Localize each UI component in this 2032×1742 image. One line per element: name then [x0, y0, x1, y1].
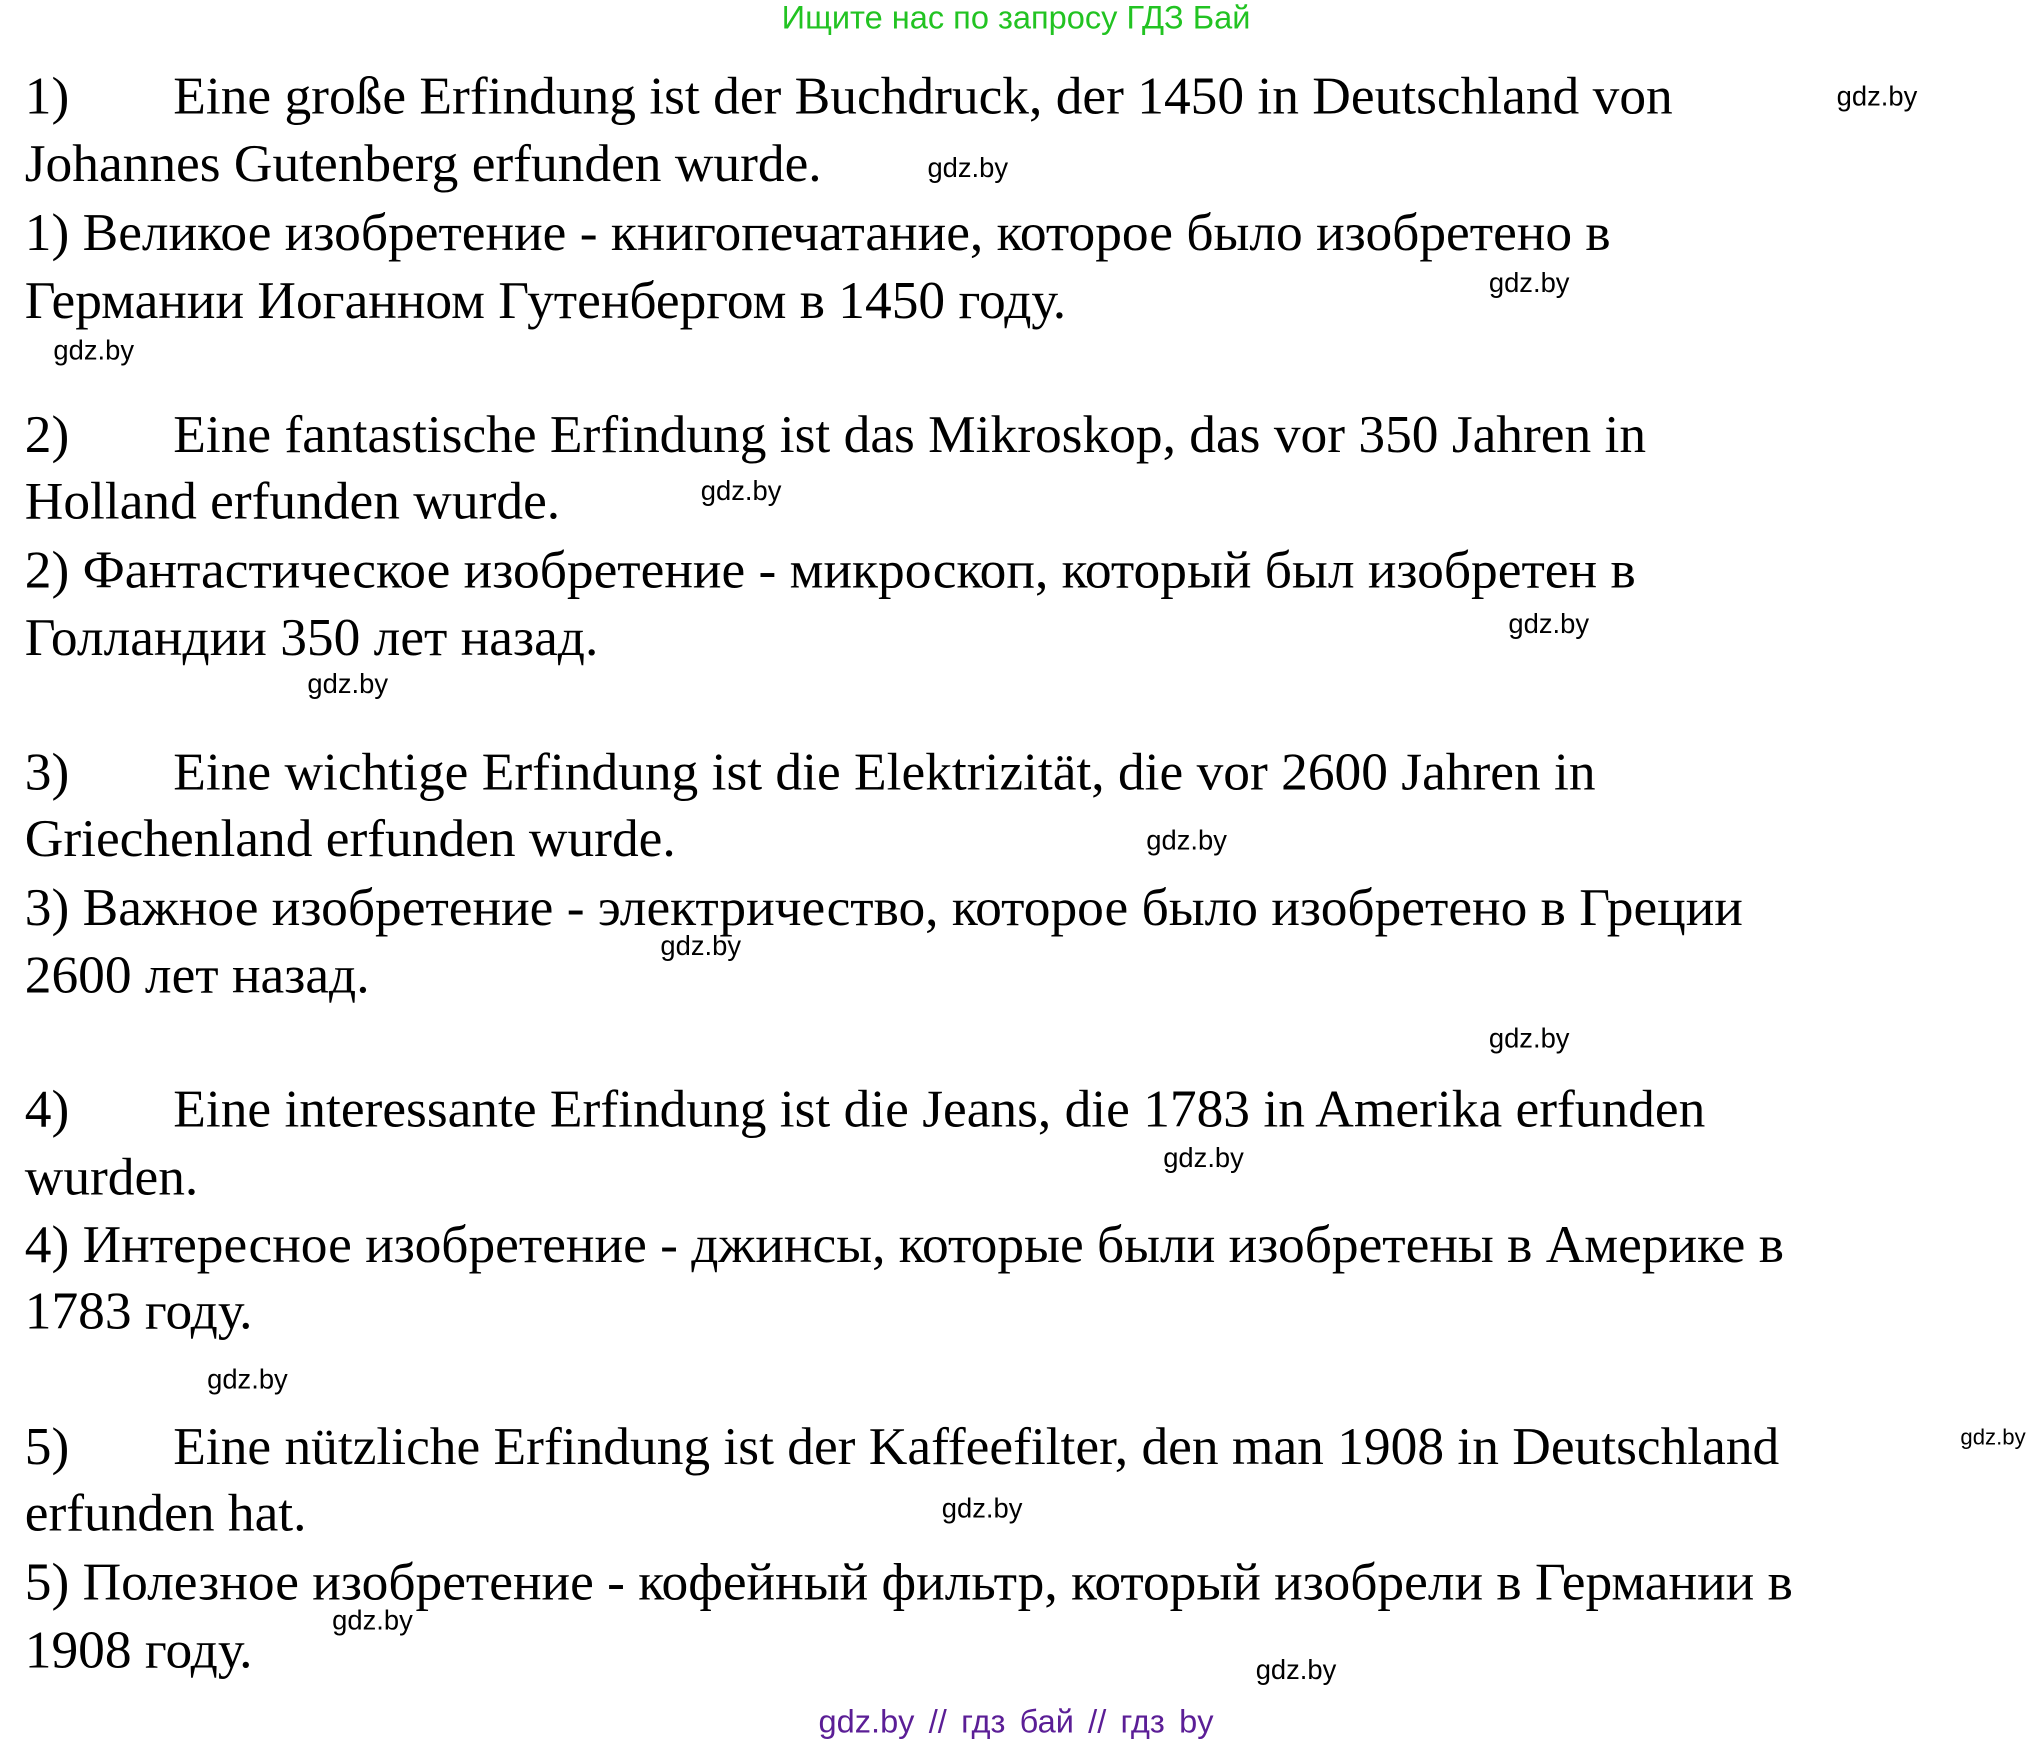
item-number: 5) — [24, 1415, 70, 1476]
item-4-german-line-1 — [25, 1075, 1706, 1143]
item-3-russian-line-2: 2600 лет назад. — [24, 944, 370, 1005]
watermark: gdz.by — [1255, 1655, 1337, 1686]
item-5-german-line-1 — [25, 1412, 1779, 1480]
item-3-german-line-1 — [25, 737, 1596, 805]
item-2-german-line-1 — [25, 400, 1646, 468]
watermark: gdz.by — [660, 931, 742, 962]
search-hint-header: Ищите нас по запросу ГДЗ Бай — [781, 0, 1251, 37]
item-number: 3) — [24, 741, 70, 802]
watermark: gdz.by — [53, 336, 135, 367]
watermark: gdz.by — [1508, 609, 1590, 640]
watermark: gdz.by — [332, 1606, 413, 1637]
german-text: Eine große Erfindung ist der Buchdruck, der 1450 in Deutschland von — [173, 65, 1673, 126]
item-5-russian-line-1: 5) Полезное изобретение - кофейный фильтр, который изобрели в Германии в — [24, 1551, 1793, 1612]
item-1-russian-line-2: Германии Иоганном Гутенбергом в 1450 году. — [24, 269, 1067, 330]
item-1-german-line-1 — [25, 61, 1673, 129]
watermark: gdz.by — [1836, 82, 1918, 113]
item-5-russian-line-2: 1908 году. — [24, 1619, 253, 1680]
item-2-german-line-2: Holland erfunden wurde. — [24, 470, 561, 531]
watermark: gdz.by — [1163, 1143, 1244, 1174]
german-text: Eine interessante Erfindung ist die Jeans, die 1783 in Amerika erfunden — [173, 1078, 1706, 1139]
item-4-russian-line-2: 1783 году. — [24, 1280, 253, 1341]
item-2-russian-line-1: 2) Фантастическое изобретение - микроскоп, который был изобретен в — [24, 539, 1636, 600]
item-number: 4) — [24, 1078, 70, 1139]
item-4-german-line-2: wurden. — [24, 1146, 199, 1207]
item-5-german-line-2: erfunden hat. — [24, 1482, 307, 1543]
watermark: gdz.by — [1488, 268, 1570, 299]
german-text: Eine nützliche Erfindung ist der Kaffeefilter, den man 1908 in Deutschland — [173, 1415, 1780, 1476]
item-4-russian-line-1: 4) Интересное изобретение - джинсы, которые были изобретены в Америке в — [24, 1214, 1784, 1274]
watermark: gdz.by — [207, 1365, 288, 1396]
item-3-german-line-2: Griechenland erfunden wurde. — [24, 807, 676, 868]
watermark: gdz.by — [700, 476, 782, 507]
german-text: Eine fantastische Erfindung ist das Mikroskop, das vor 350 Jahren in — [173, 403, 1647, 464]
watermark: gdz.by — [927, 153, 1009, 184]
item-3-russian-line-1: 3) Важное изобретение - электричество, которое было изобретено в Греции — [24, 876, 1743, 937]
item-1-russian-line-1: 1) Великое изобретение - книгопечатание, которое было изобретено в — [24, 201, 1611, 262]
site-footer: gdz.by // гдз бай // гдз by — [818, 1703, 1214, 1741]
watermark: gdz.by — [1960, 1425, 2026, 1450]
german-text: Eine wichtige Erfindung ist die Elektrizität, die vor 2600 Jahren in — [173, 741, 1596, 802]
item-1-german-line-2: Johannes Gutenberg erfunden wurde. — [24, 132, 822, 193]
item-number: 2) — [24, 403, 70, 464]
watermark: gdz.by — [307, 669, 389, 700]
item-2-russian-line-2: Голландии 350 лет назад. — [24, 607, 599, 667]
watermark: gdz.by — [1146, 825, 1227, 856]
watermark: gdz.by — [1488, 1023, 1570, 1054]
watermark: gdz.by — [941, 1494, 1023, 1525]
item-number: 1) — [24, 65, 70, 126]
